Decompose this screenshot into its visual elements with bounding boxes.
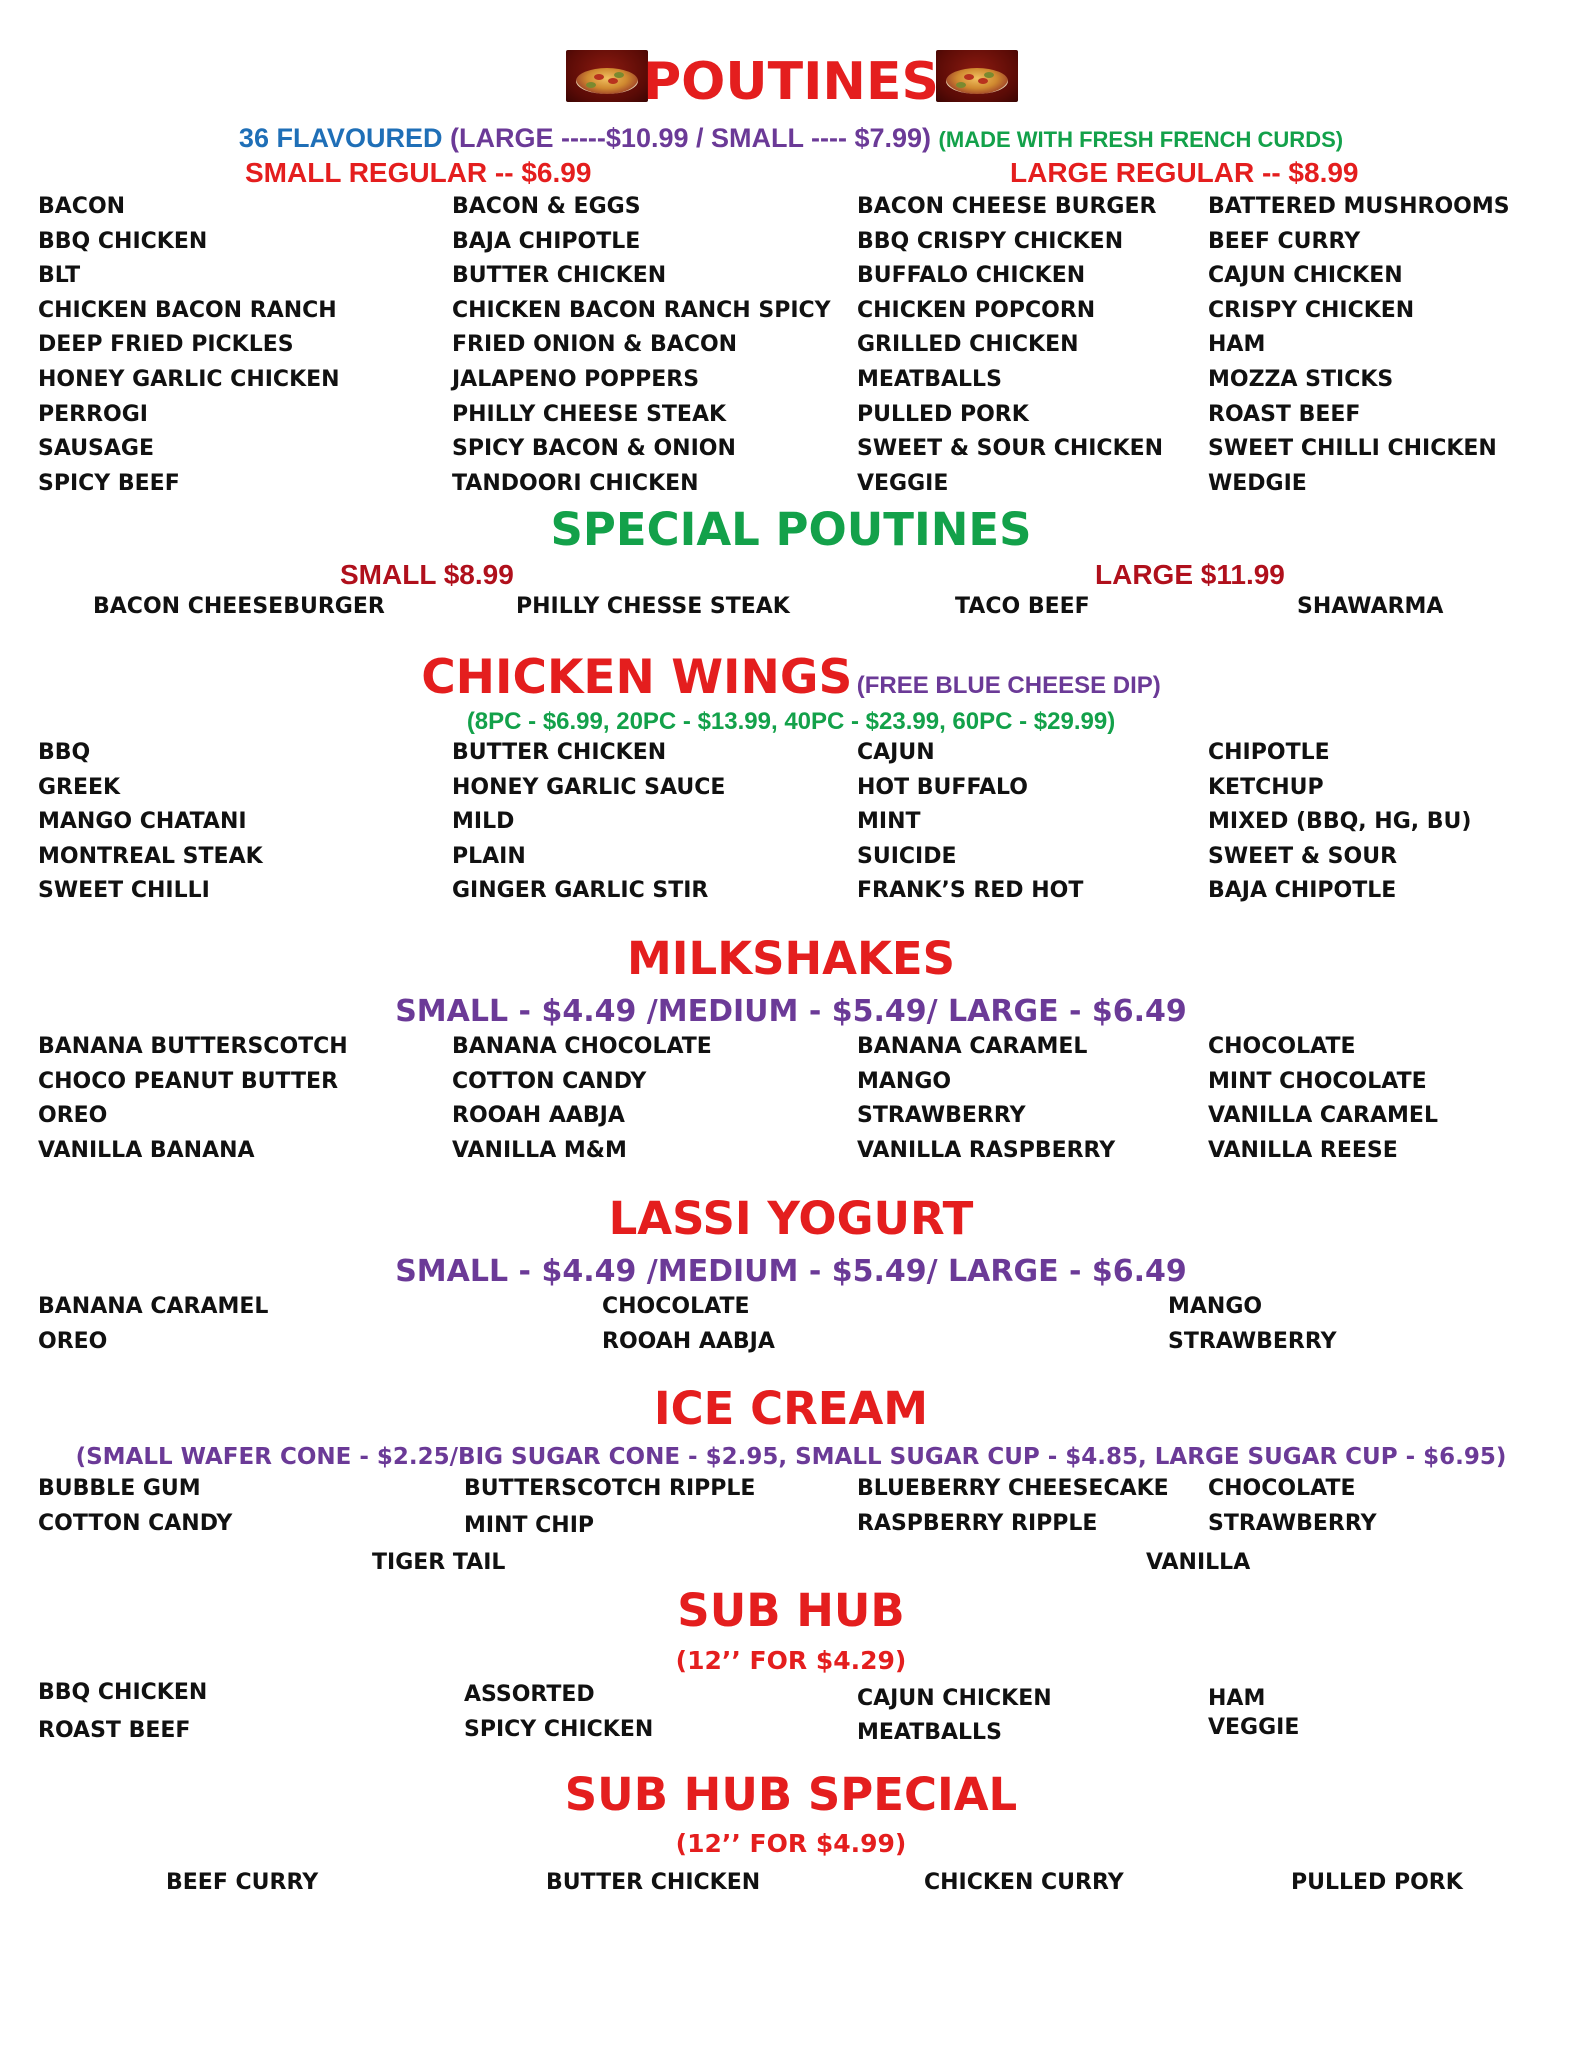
menu-item: STRAWBERRY <box>1208 1511 1377 1536</box>
menu-item: BBQ CHICKEN <box>38 228 208 254</box>
menu-item: VANILLA BANANA <box>38 1137 255 1163</box>
menu-item: SPICY BACON & ONION <box>452 436 736 462</box>
menu-item: SWEET CHILLI <box>38 878 210 904</box>
menu-item: BACON <box>38 194 126 219</box>
menu-item: CHICKEN BACON RANCH <box>38 297 337 323</box>
subhub-special-title: SUB HUB SPECIAL <box>564 1768 1018 1821</box>
icecream-prices: (SMALL WAFER CONE - $2.25/BIG SUGAR CONE - $2.95, SMALL SUGAR CUP - $4.85, LARGE SUGAR CUP - $6.95) <box>75 1444 1507 1470</box>
menu-item: SWEET & SOUR <box>1208 843 1398 869</box>
menu-item: PHILLY CHEESE STEAK <box>452 401 727 427</box>
menu-item: SAUSAGE <box>38 436 155 462</box>
menu-item: BUTTER CHICKEN <box>452 263 667 289</box>
menu-item: BLT <box>38 263 81 289</box>
special-poutines-small: SMALL $8.99 <box>340 559 514 590</box>
menu-item: SWEET CHILLI CHICKEN <box>1208 436 1497 462</box>
wings-note: (FREE BLUE CHEESE DIP) <box>856 672 1161 699</box>
menu-item: WEDGIE <box>1208 470 1307 496</box>
menu-item: BBQ CRISPY CHICKEN <box>857 228 1124 254</box>
menu-item: MILD <box>452 809 515 835</box>
menu-item: VANILLA CARAMEL <box>1208 1103 1438 1129</box>
menu-item: BAJA CHIPOTLE <box>452 228 641 254</box>
menu-item: OREO <box>38 1103 108 1129</box>
menu-item: BATTERED MUSHROOMS <box>1208 194 1510 219</box>
menu-item: ASSORTED <box>464 1682 595 1707</box>
menu-item: SPICY CHICKEN <box>464 1717 654 1742</box>
menu-item: BACON CHEESEBURGER <box>93 594 385 619</box>
menu-item: GREEK <box>38 774 121 800</box>
milkshakes-title: MILKSHAKES <box>627 932 955 985</box>
menu-item: PULLED PORK <box>1291 1870 1463 1895</box>
icecream-extra-vanilla: VANILLA <box>1146 1550 1251 1575</box>
menu-item: GRILLED CHICKEN <box>857 332 1079 358</box>
menu-item: STRAWBERRY <box>1168 1328 1337 1354</box>
menu-item: HONEY GARLIC CHICKEN <box>38 367 340 392</box>
menu-item: FRIED ONION & BACON <box>452 332 738 358</box>
poutines-price-range: (LARGE -----$10.99 / SMALL ---- $7.99) <box>449 123 932 153</box>
menu-item: SWEET & SOUR CHICKEN <box>857 436 1164 462</box>
menu-item: BBQ CHICKEN <box>38 1680 208 1705</box>
menu-item: STRAWBERRY <box>857 1103 1026 1129</box>
menu-item: ROOAH AABJA <box>452 1103 625 1129</box>
menu-item: TANDOORI CHICKEN <box>452 470 699 496</box>
menu-item: BEEF CURRY <box>166 1870 319 1895</box>
menu-item: VEGGIE <box>1208 1715 1300 1740</box>
menu-item: BANANA CHOCOLATE <box>452 1034 712 1059</box>
menu-item: CHOCO PEANUT BUTTER <box>38 1068 339 1094</box>
icecream-extra-tiger-tail: TIGER TAIL <box>372 1550 506 1575</box>
menu-item: VANILLA RASPBERRY <box>857 1137 1116 1163</box>
wings-title: CHICKEN WINGS <box>421 650 853 705</box>
menu-item: BACON CHEESE BURGER <box>857 194 1157 219</box>
menu-item: ROAST BEEF <box>38 1718 191 1743</box>
menu-item: ROOAH AABJA <box>602 1328 775 1354</box>
menu-item: BBQ <box>38 740 91 765</box>
menu-item: OREO <box>38 1328 108 1354</box>
menu-item: MINT <box>857 809 921 835</box>
menu-item: PERROGI <box>38 401 148 427</box>
menu-item: BUTTER CHICKEN <box>546 1870 761 1895</box>
menu-item: PULLED PORK <box>857 401 1029 427</box>
menu-item: MEATBALLS <box>857 1720 1002 1745</box>
menu-item: BUTTERSCOTCH RIPPLE <box>464 1476 756 1501</box>
lassi-prices: SMALL - $4.49 /MEDIUM - $5.49/ LARGE - $6.49 <box>395 1254 1187 1289</box>
menu-item: BACON & EGGS <box>452 194 641 219</box>
menu-item: BANANA CARAMEL <box>38 1294 269 1319</box>
menu-item: MIXED (BBQ, HG, BU) <box>1208 809 1472 835</box>
menu-item: COTTON CANDY <box>38 1511 233 1536</box>
menu-item: COTTON CANDY <box>452 1068 647 1094</box>
menu-item: KETCHUP <box>1208 774 1324 800</box>
menu-item: BANANA BUTTERSCOTCH <box>38 1034 348 1059</box>
menu-item: CRISPY CHICKEN <box>1208 297 1415 323</box>
menu-item: CAJUN CHICKEN <box>857 1686 1052 1711</box>
menu-item: CHICKEN CURRY <box>924 1870 1124 1895</box>
menu-item: HONEY GARLIC SAUCE <box>452 774 726 800</box>
icecream-title: ICE CREAM <box>653 1382 929 1435</box>
menu-item: BUFFALO CHICKEN <box>857 263 1086 289</box>
menu-item: SPICY BEEF <box>38 470 180 496</box>
menu-item: MANGO <box>857 1068 952 1094</box>
poutines-title: POUTINES <box>643 52 939 112</box>
menu-item: BLUEBERRY CHEESECAKE <box>857 1476 1169 1501</box>
menu-item: BUTTER CHICKEN <box>452 740 667 765</box>
menu-item: BAJA CHIPOTLE <box>1208 878 1397 904</box>
special-poutines-large: LARGE $11.99 <box>1095 559 1285 590</box>
menu-item: MOZZA STICKS <box>1208 367 1394 392</box>
menu-item: MEATBALLS <box>857 367 1002 392</box>
lassi-title: LASSI YOGURT <box>608 1192 974 1245</box>
poutines-large-regular: LARGE REGULAR -- $8.99 <box>1010 157 1359 188</box>
menu-item: ROAST BEEF <box>1208 401 1361 427</box>
menu-item: CAJUN CHICKEN <box>1208 263 1403 289</box>
menu-item: FRANK’S RED HOT <box>857 878 1084 904</box>
menu-item: PHILLY CHESSE STEAK <box>516 594 790 619</box>
menu-item: BEEF CURRY <box>1208 228 1361 254</box>
menu-item: CHIPOTLE <box>1208 740 1330 765</box>
menu-item: VEGGIE <box>857 470 949 496</box>
menu-item: MINT CHIP <box>464 1513 595 1538</box>
poutines-flavoured: 36 FLAVOURED <box>238 123 443 153</box>
subhub-price: (12’’ FOR $4.29) <box>675 1646 907 1675</box>
menu-item: CHOCOLATE <box>602 1294 750 1319</box>
menu-item: CHICKEN BACON RANCH SPICY <box>452 297 831 323</box>
menu-item: BANANA CARAMEL <box>857 1034 1088 1059</box>
subhub-special-price: (12’’ FOR $4.99) <box>675 1829 907 1858</box>
menu-item: TACO BEEF <box>955 594 1090 619</box>
menu-item: VANILLA REESE <box>1208 1137 1398 1163</box>
menu-item: CHICKEN POPCORN <box>857 297 1096 323</box>
special-poutines-title: SPECIAL POUTINES <box>550 503 1032 556</box>
subhub-title: SUB HUB <box>677 1584 905 1637</box>
poutines-small-regular: SMALL REGULAR -- $6.99 <box>245 157 592 188</box>
poutines-price-line <box>0 122 1582 156</box>
menu-item: MANGO CHATANI <box>38 809 247 835</box>
menu-item: CHOCOLATE <box>1208 1476 1356 1501</box>
menu-item: JALAPENO POPPERS <box>452 367 700 392</box>
menu-item: VANILLA M&M <box>452 1137 627 1163</box>
menu-item: HAM <box>1208 1686 1266 1711</box>
menu-item: MONTREAL STEAK <box>38 843 263 869</box>
menu-item: HOT BUFFALO <box>857 774 1028 800</box>
menu-item: PLAIN <box>452 843 526 869</box>
milkshakes-prices: SMALL - $4.49 /MEDIUM - $5.49/ LARGE - $6.49 <box>395 994 1187 1029</box>
menu-item: HAM <box>1208 332 1266 358</box>
wings-heading <box>0 650 1582 717</box>
menu-item: BUBBLE GUM <box>38 1476 201 1501</box>
poutines-note: (MADE WITH FRESH FRENCH CURDS) <box>938 127 1344 152</box>
wings-prices: (8PC - $6.99, 20PC - $13.99, 40PC - $23.99, 60PC - $29.99) <box>466 708 1116 735</box>
menu-item: DEEP FRIED PICKLES <box>38 332 294 358</box>
menu-item: MANGO <box>1168 1294 1263 1319</box>
menu-item: CAJUN <box>857 740 935 765</box>
menu-item: CHOCOLATE <box>1208 1034 1356 1059</box>
menu-item: GINGER GARLIC STIR <box>452 878 709 904</box>
menu-item: SUICIDE <box>857 843 957 869</box>
menu-item: RASPBERRY RIPPLE <box>857 1511 1098 1536</box>
menu-item: SHAWARMA <box>1297 594 1444 619</box>
menu-item: MINT CHOCOLATE <box>1208 1068 1427 1094</box>
